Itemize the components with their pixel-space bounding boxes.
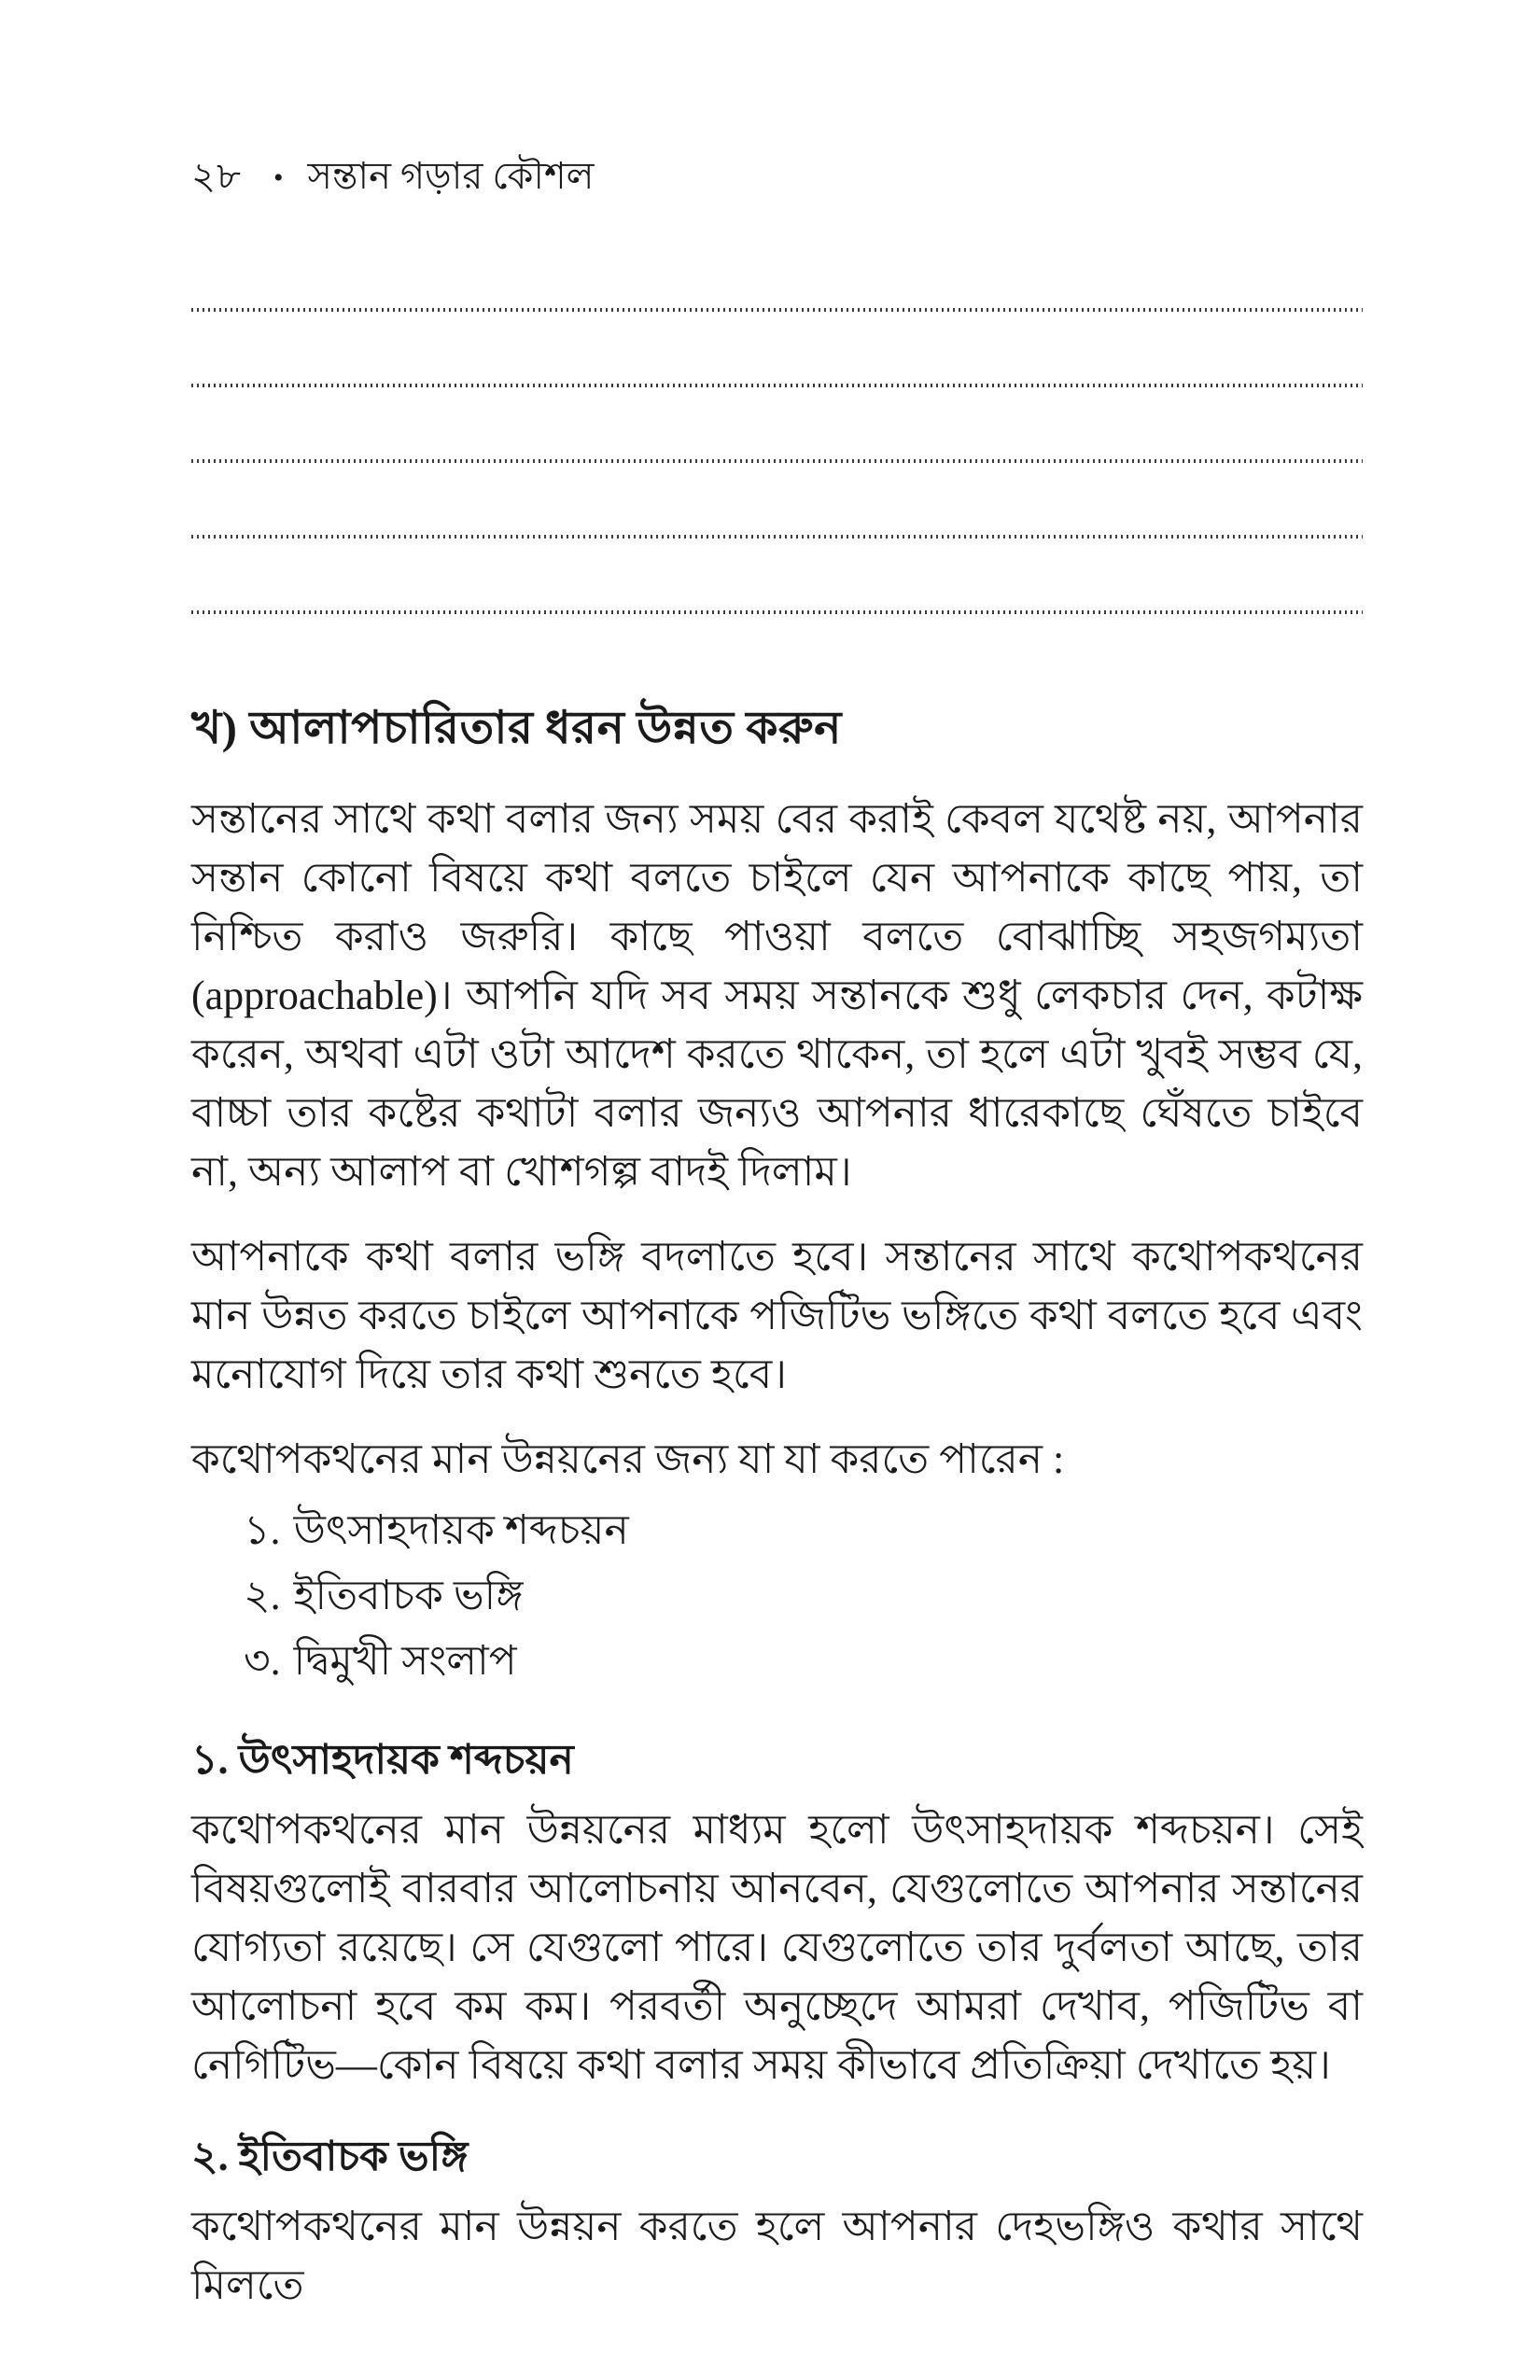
writing-line — [191, 535, 1363, 539]
page-header — [191, 149, 1363, 203]
bullet-separator-icon: • — [273, 162, 284, 193]
subsection-2-paragraph: কথোপকথনের মান উন্নয়ন করতে হলে আপনার দেহভঙ্গিও কথার সাথে মিলতে — [191, 2204, 1363, 2308]
book-title: সন্তান গড়ার কৌশল — [307, 155, 595, 197]
list-item — [244, 1629, 1363, 1694]
list-item-number: ১. — [244, 1507, 281, 1553]
list-item-label: দ্বিমুখী সংলাপ — [293, 1638, 517, 1684]
writing-line — [191, 610, 1363, 614]
list-item-number: ৩. — [244, 1638, 281, 1684]
paragraph-change-tone: আপনাকে কথা বলার ভঙ্গি বদলাতে হবে। সন্তানের সাথে কথোপকথনের মান উন্নত করতে চাইলে আপনাকে পজিটিভ ভঙ্গিতে কথা বলতে হবে এবং মনোযোগ দিয়ে তার কথা শুনতে হবে। — [191, 1234, 1363, 1397]
list-item-label: উৎসাহদায়ক শব্দচয়ন — [293, 1507, 629, 1553]
writing-line — [191, 308, 1363, 312]
subsection-2-heading: ২. ইতিবাচক ভঙ্গি — [191, 2134, 469, 2179]
list-item-label: ইতিবাচক ভঙ্গি — [293, 1573, 524, 1618]
list-item-number: ২. — [244, 1573, 281, 1618]
paragraph-approachability: সন্তানের সাথে কথা বলার জন্য সময় বের করাই কেবল যথেষ্ট নয়, আপনার সন্তান কোনো বিষয়ে কথা বলতে চাইলে যেন আপনাকে কাছে পায়, তা নিশ্চিত করাও জরুরি। কাছে পাওয়া বলতে বোঝাচ্ছি সহজগম্যতা (approachable)। আপনি যদি সব সময় সন্তানকে শুধু লেকচার দেন, কটাক্ষ করেন, অথবা এটা ওটা আদেশ করতে থাকেন, তা হলে এটা খুবই সম্ভব যে, বাচ্চা তার কষ্টের কথাটা বলার জন্যও আপনার ধারেকাছে ঘেঁষতে চাইবে না, অন্য আলাপ বা খোশগল্প বাদই দিলাম। — [191, 796, 1363, 1195]
list-intro-line: কথোপকথনের মান উন্নয়নের জন্য যা যা করতে পারেন : — [191, 1436, 1065, 1482]
writing-line — [191, 459, 1363, 463]
page-number: ২৮ — [191, 155, 242, 197]
conversation-improvement-list — [191, 1498, 1363, 1694]
list-item — [244, 1498, 1363, 1563]
subsection-1-heading: ১. উৎসাহদায়ক শব্দচয়ন — [191, 1737, 574, 1783]
writing-line — [191, 384, 1363, 387]
list-item — [244, 1563, 1363, 1629]
writing-lines-area — [191, 308, 1363, 614]
section-heading: খ) আলাপচারিতার ধরন উন্নত করুন — [191, 702, 842, 753]
subsection-1-paragraph: কথোপকথনের মান উন্নয়নের মাধ্যম হলো উৎসাহদায়ক শব্দচয়ন। সেই বিষয়গুলোই বারবার আলোচনায় আনবেন, যেগুলোতে আপনার সন্তানের যোগ্যতা রয়েছে। সে যেগুলো পারে। যেগুলোতে তার দুর্বলতা আছে, তার আলোচনা হবে কম কম। পরবর্তী অনুচ্ছেদে আমরা দেখাব, পজিটিভ বা নেগিটিভ—কোন বিষয়ে কথা বলার সময় কীভাবে প্রতিক্রিয়া দেখাতে হয়। — [191, 1807, 1363, 2088]
